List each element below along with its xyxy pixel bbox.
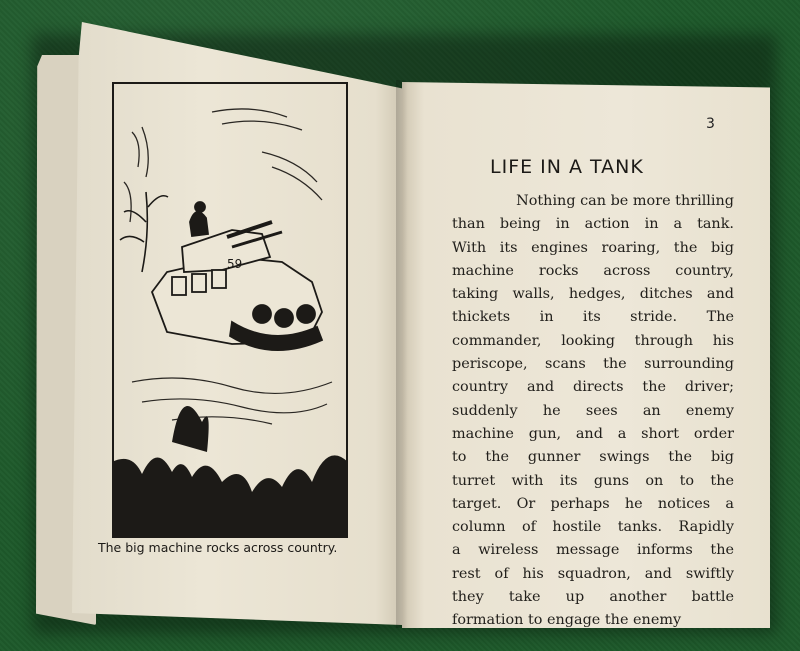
text-line: target. Or perhaps he notices a bbox=[452, 495, 734, 512]
tank-illustration-icon bbox=[112, 82, 348, 538]
text-line: country and directs the driver; bbox=[452, 379, 734, 396]
water-strokes bbox=[132, 378, 332, 424]
text-line: formation to engage the enemy bbox=[452, 612, 682, 629]
page-title: LIFE IN A TANK bbox=[490, 156, 644, 178]
text-line: commander, looking through his bbox=[452, 332, 734, 349]
text-line: thickets in its stride. The bbox=[452, 309, 734, 326]
text-line: machine rocks across country, bbox=[452, 262, 734, 279]
text-line: they take up another battle bbox=[452, 589, 734, 606]
tank-number: 59 bbox=[227, 257, 243, 271]
text-line: to the gunner swings the big bbox=[452, 449, 734, 466]
body-text bbox=[452, 190, 734, 633]
text-line: rest of his squadron, and swiftly bbox=[452, 565, 734, 582]
text-line: periscope, scans the surrounding bbox=[452, 356, 734, 373]
tree-icon bbox=[120, 192, 168, 272]
foliage-icon bbox=[112, 406, 348, 538]
text-line: Nothing can be more thrilling bbox=[516, 193, 734, 209]
book-gutter bbox=[396, 80, 408, 628]
text-line: a wireless message informs the bbox=[452, 542, 734, 559]
page-number: 3 bbox=[706, 116, 715, 132]
sky-strokes bbox=[124, 109, 322, 222]
text-line: than being in action in a tank. bbox=[452, 216, 734, 233]
text-line: column of hostile tanks. Rapidly bbox=[452, 519, 734, 536]
text-line: taking walls, hedges, ditches and bbox=[452, 286, 734, 303]
text-line: machine gun, and a short order bbox=[452, 425, 734, 442]
text-line: suddenly he sees an enemy bbox=[452, 402, 734, 419]
tank-icon bbox=[152, 202, 322, 350]
text-line: With its engines roaring, the big bbox=[452, 239, 734, 256]
text-line: turret with its guns on to the bbox=[452, 472, 734, 489]
illustration-caption: The big machine rocks across country. bbox=[98, 540, 338, 555]
